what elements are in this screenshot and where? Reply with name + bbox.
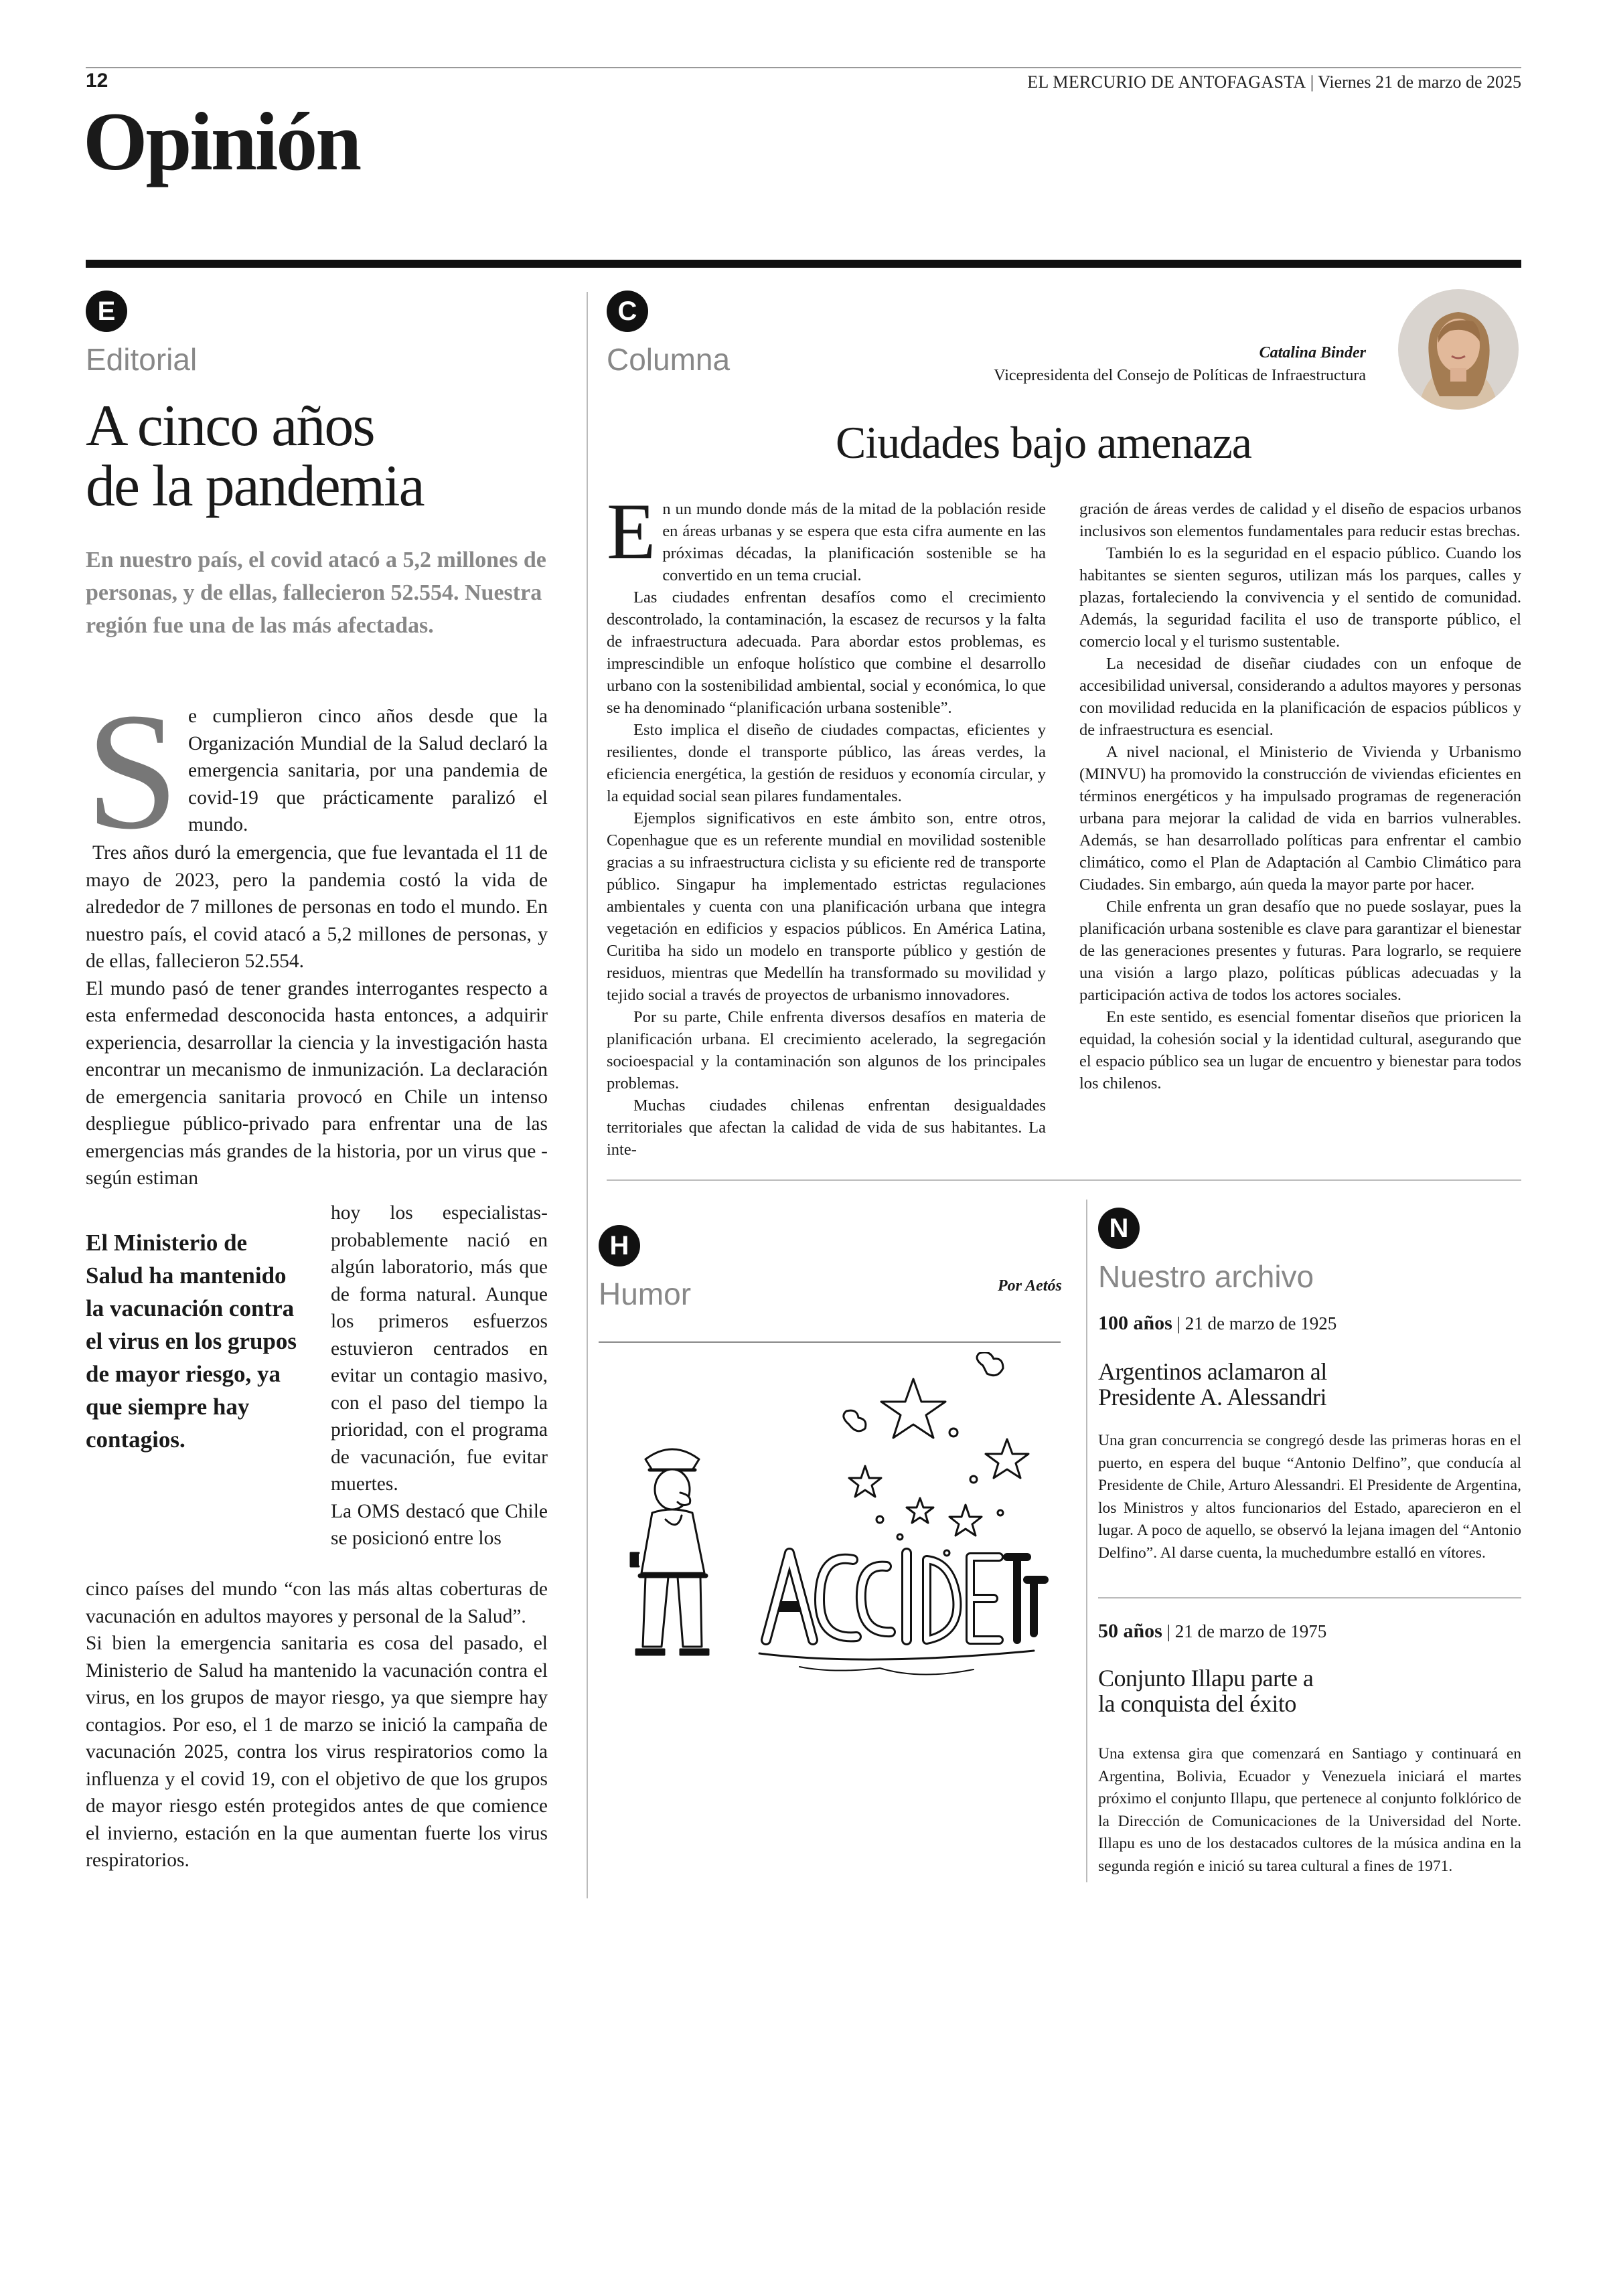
publication-name: EL MERCURIO DE ANTOFAGASTA xyxy=(1027,72,1306,92)
publication-date: Viernes 21 de marzo de 2025 xyxy=(1318,72,1521,92)
editorial-headline-line2: de la pandemia xyxy=(86,454,424,519)
humor-cartoon xyxy=(599,1352,1067,1727)
column-author-name: Catalina Binder xyxy=(1259,344,1366,361)
humor-byline: Por Aetós xyxy=(998,1277,1062,1295)
accident-wreck xyxy=(759,1553,1045,1675)
column-left-paragraph: Las ciudades enfrentan desafíos como el crecimiento descontrolado, la contaminación, la escasez de recursos y la falta de infraestructura adecuada. Para abordar estos problemas, es imprescindible un enfoque holístico que combine el desarrollo urbano con la sostenibilidad ambiental, social y económica, lo que se ha denominado “planificación urbana sostenible”. xyxy=(607,588,1046,717)
archive-item-2-date: 21 de marzo de 1975 xyxy=(1174,1621,1327,1641)
page-number: 12 xyxy=(86,70,108,92)
archive-item-2-years: 50 años xyxy=(1098,1620,1162,1642)
policeman-figure xyxy=(631,1449,708,1655)
column-left-paragraph: Por su parte, Chile enfrenta diversos desafíos en materia de planificación urbana. El crecimiento acelerado, la segregación socioespacial y la contaminación son algunos de los principales problemas. xyxy=(607,1008,1046,1092)
archive-item-1-years: 100 años xyxy=(1098,1312,1172,1334)
column-right-paragraph: gración de áreas verdes de calidad y el diseño de espacios urbanos inclusivos son elementos fundamentales para reducir estas brechas. xyxy=(1079,500,1521,540)
column-right-paragraph: En este sentido, es esencial fomentar diseños que prioricen la equidad, la cohesión social y la identidad cultural, asegurando que el espacio público sea un lugar de encuentro y bienestar para todos los chilenos. xyxy=(1079,1008,1521,1092)
column-right-paragraph: A nivel nacional, el Ministerio de Vivienda y Urbanismo (MINVU) ha promovido la construcción de viviendas eficientes en términos energéticos y ha impulsado programas de regeneración urbana para mejorar la calidad de vida en barrios vulnerables. Además, se han desarrollado políticas para enfrentar el cambio climático, como el Plan de Adaptación al Cambio Climático para Ciudades. Sin embargo, aún queda la mayor parte por hacer. xyxy=(1079,743,1521,894)
archive-divider xyxy=(1098,1597,1521,1598)
editorial-body-top xyxy=(86,679,548,1192)
archive-item-1-date: 21 de marzo de 1925 xyxy=(1184,1313,1337,1333)
column-right-paragraph: La necesidad de diseñar ciudades con un enfoque de accesibilidad universal, considerando a adultos mayores y personas con movilidad reducida en la planificación de espacios públicos y de infraestructura es esencial. xyxy=(1079,655,1521,739)
editorial-divider xyxy=(587,292,588,1898)
column-kicker: Columna xyxy=(607,342,731,377)
column-drop-cap: E xyxy=(607,487,656,576)
editorial-paragraph-1: e cumplieron cinco años desde que la Organización Mundial de la Salud declaró la emergencia sanitaria, por una pandemia de covid-19 que prácticamente paralizó el mundo. xyxy=(188,706,548,835)
editorial-badge: E xyxy=(86,291,127,332)
editorial-drop-cap: S xyxy=(86,679,179,864)
editorial-headline-line1: A cinco años xyxy=(86,394,374,459)
humor-rule xyxy=(599,1341,1061,1343)
archive-item-1-label: 100 años | 21 de marzo de 1925 xyxy=(1098,1312,1337,1334)
archive-item-2-headline xyxy=(1098,1665,1513,1716)
editorial-paragraph-5: Si bien la emergencia sanitaria es cosa del pasado, el Ministerio de Salud ha mantenido la vacunación contra el virus, en los grupos de mayor riesgo, ya que siempre hay contagios. Por eso, el 1 de marzo se inició la campaña de vacunación 2025, contra los virus respiratorios como la influenza y el covid 19, con el objetivo de que los grupos de mayor riesgo estén protegidos antes de que comience el invierno, estación en la que aumentan fuerte los virus respiratorios. xyxy=(86,1633,548,1871)
section-rule xyxy=(86,260,1521,268)
humor-badge: H xyxy=(599,1225,640,1266)
archive-item-1-headline-line2: Presidente A. Alessandri xyxy=(1098,1384,1326,1410)
editorial-paragraph-4b: cinco países del mundo “con las más altas coberturas de vacunación en adultos mayores y personal de la Salud”. xyxy=(86,1578,548,1627)
humor-kicker: Humor xyxy=(599,1277,692,1311)
column-right-paragraph: También lo es la seguridad en el espacio público. Cuando los habitantes se sienten seguros, utilizan más los parques, calles y plazas, fortaleciendo la convivencia y el sentido de comunidad. Además, la seguridad facilita el uso de transporte público, el comercio local y el turismo sustentable. xyxy=(1079,544,1521,651)
column-left-paragraph: n un mundo donde más de la mitad de la población reside en áreas urbanas y se espera que esta cifra aumente en las próximas décadas, la planificación sostenible se ha convertido en un tema crucial. xyxy=(662,500,1046,584)
archive-item-2-label: 50 años | 21 de marzo de 1975 xyxy=(1098,1620,1327,1642)
archive-item-2-body: Una extensa gira que comenzará en Santiago y continuará en Argentina, Bolivia, Ecuador y Venezuela iniciará el martes próximo el conjunto Illapu, que pertenece al conjunto folklórico de la Dirección de Comunicaciones de la Universidad del Norte. Illapu es uno de los destacados cultores de la música andina en la segunda región e inició su tarea cultural a fines de 1971. xyxy=(1098,1745,1521,1875)
editorial-paragraph-3a: El mundo pasó de tener grandes interrogantes respecto a esta enfermedad desconocida hasta entonces, a adquirir experiencia, desarrollar la ciencia y la investigación hasta encontrar un mecanismo de inmunización. La declaración de emergencia sanitaria provocó en Chile un intenso despliegue público-privado para enfrentar una de las emergencias más grandes de la historia, por un virus que -según estiman xyxy=(86,977,548,1189)
column-author-role: Vicepresidenta del Consejo de Políticas de Infraestructura xyxy=(994,367,1366,384)
author-portrait xyxy=(1398,289,1519,410)
editorial-paragraph-2: Tres años duró la emergencia, que fue levantada el 11 de mayo de 2023, pero la pandemia costó la vida de alrededor de 7 millones de personas en todo el mundo. En nuestro país, el covid atacó a 5,2 millones de personas, y de ellas, fallecieron 52.554. xyxy=(86,842,548,972)
author-portrait-image xyxy=(1398,289,1519,410)
archive-item-1-headline xyxy=(1098,1359,1513,1410)
column-right-paragraph: Chile enfrenta un gran desafío que no puede soslayar, pues la planificación urbana sostenible es clave para garantizar el bienestar de las generaciones presentes y futuras. Para lograrlo, se requiere una visión a largo plazo, políticas públicas adecuadas y la participación activa de todos los actores sociales. xyxy=(1079,898,1521,1004)
column-headline: Ciudades bajo amenaza xyxy=(836,417,1251,468)
column-badge: C xyxy=(607,291,648,332)
editorial-kicker: Editorial xyxy=(86,342,198,377)
column-text-right xyxy=(1079,498,1521,1094)
column-left-paragraph: Esto implica el diseño de ciudades compactas, eficientes y resilientes, donde el transporte público, las áreas verdes, la eficiencia energética, la gestión de residuos y economía circular, y la equidad social sean pilares fundamentales. xyxy=(607,721,1046,805)
editorial-headline xyxy=(86,396,554,517)
column-author xyxy=(994,341,1366,387)
archive-badge: N xyxy=(1098,1208,1140,1249)
archive-item-1-headline-line1: Argentinos aclamaron al xyxy=(1098,1358,1327,1385)
editorial-body-narrow xyxy=(331,1200,548,1552)
archive-item-1-body: Una gran concurrencia se congregó desde las primeras horas en el puerto, en espera del buque “Antonio Delfino”, que conducía al Presidente de Chile, Arturo Alessandri. El Presidente de Argentina, los Ministros y altos funcionarios del Estado, aparecieron en el lugar. A poco de aquello, se observó la lejana imagen del “Antonio Delfino”. Al darse cuenta, la muchedumbre estalló en vítores. xyxy=(1098,1432,1521,1562)
masthead xyxy=(1027,72,1521,92)
archive-kicker: Nuestro archivo xyxy=(1098,1259,1314,1294)
dizzy-stars xyxy=(844,1352,1028,1556)
editorial-pull-quote: El Ministerio de Salud ha mantenido la vacunación contra el virus en los grupos de mayor riesgo, ya que siempre hay contagios. xyxy=(86,1230,297,1453)
cartoon-drawing xyxy=(599,1352,1067,1727)
editorial-lead: En nuestro país, el covid atacó a 5,2 millones de personas, y de ellas, fallecieron 52.554. Nuestra región fue una de las más afectadas. xyxy=(86,548,546,638)
archive-item-2-headline-line1: Conjunto Illapu parte a xyxy=(1098,1665,1314,1692)
archive-item-2-headline-line2: la conquista del éxito xyxy=(1098,1690,1296,1717)
editorial-paragraph-4a: La OMS destacó que Chile se posicionó entre los xyxy=(331,1500,548,1549)
column-left-paragraph: Ejemplos significativos en este ámbito son, entre otros, Copenhague que es un referente mundial en movilidad sostenible gracias a su infraestructura ciclista y su eficiente red de transporte público. Singapur ha implementado estrictas regulaciones ambientales y cuenta con una planificación urbana que integra vegetación en edificios y espacios públicos. En América Latina, Curitiba ha sido un modelo en transporte público y gestión de residuos, mientras que Medellín ha transformado su movilidad y tejido social a través de proyectos de urbanismo innovadores. xyxy=(607,809,1046,1004)
editorial-body-bottom xyxy=(86,1576,548,1874)
column-bottom-rule xyxy=(607,1179,1521,1181)
column-left-paragraph: Muchas ciudades chilenas enfrentan desigualdades territoriales que afectan la calidad de vida de sus habitantes. La inte- xyxy=(607,1096,1046,1159)
masthead-separator: | xyxy=(1310,72,1314,92)
top-rule xyxy=(86,67,1521,68)
column-text-left xyxy=(607,487,1046,1161)
humor-archive-divider xyxy=(1086,1200,1087,1882)
editorial-paragraph-3b: hoy los especialistas- probablemente nació en algún laboratorio, más que de forma natural. Aunque los primeros esfuerzos estuvieron centrados en evitar un contagio masivo, con el paso del tiempo la prioridad, con el programa de vacunación, fue evitar muertes. xyxy=(331,1202,548,1495)
section-title: Opinión xyxy=(83,96,360,187)
